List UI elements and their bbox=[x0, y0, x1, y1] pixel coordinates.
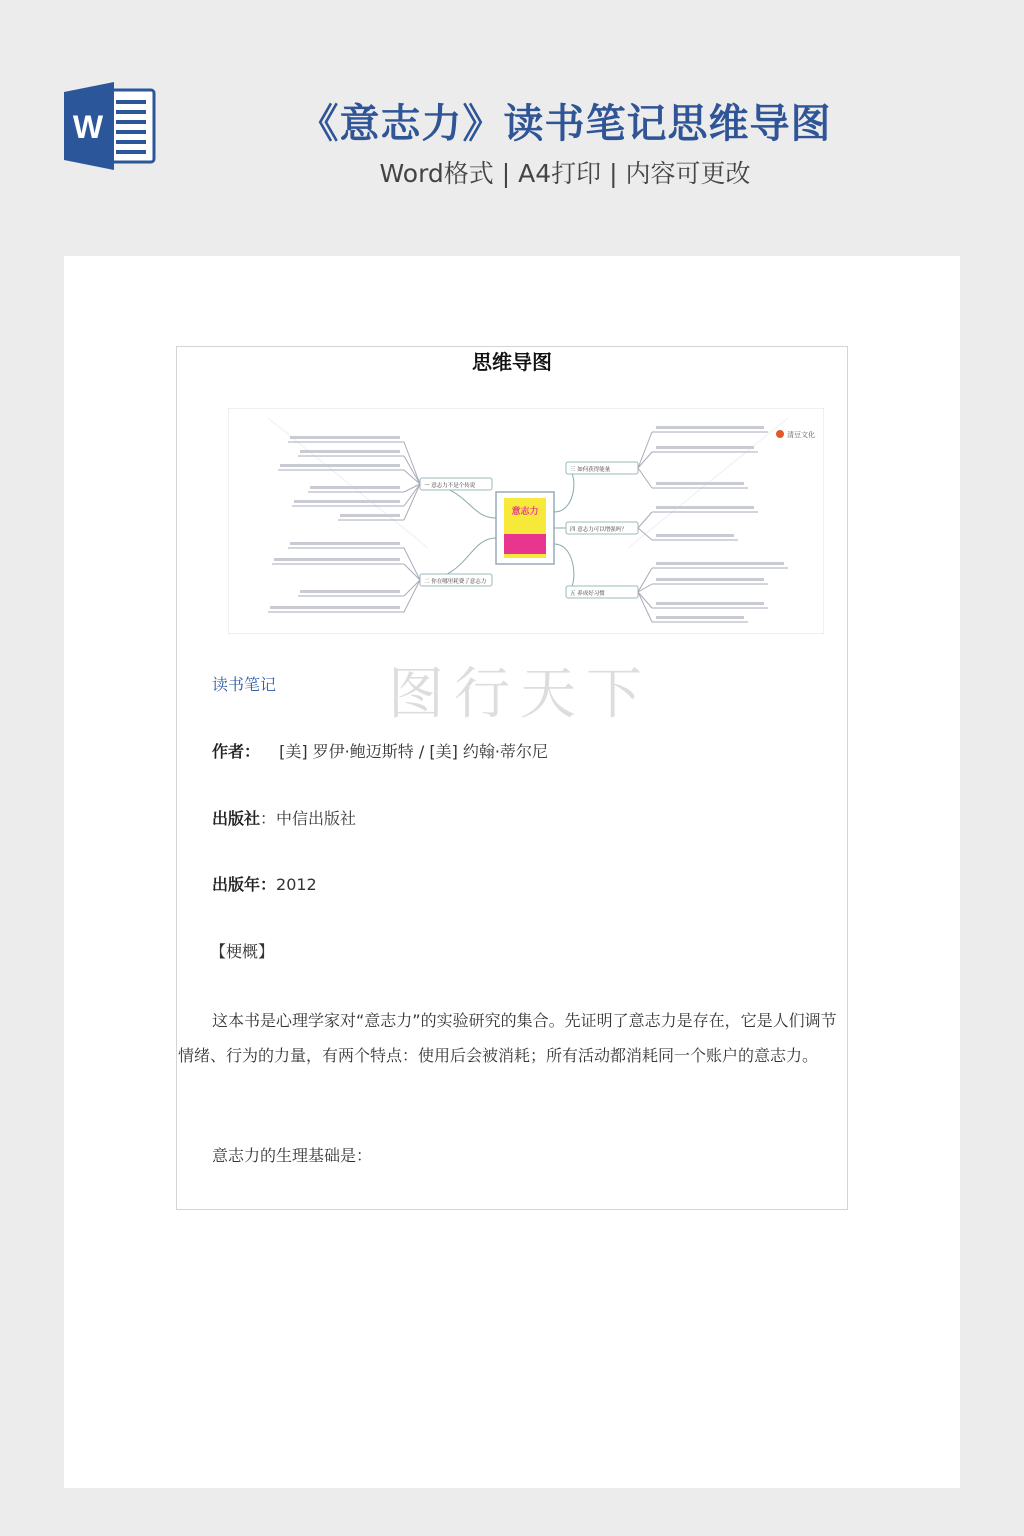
brand-text: 清豆文化 bbox=[787, 431, 815, 439]
word-icon bbox=[64, 82, 156, 170]
document-heading: 思维导图 bbox=[472, 350, 552, 374]
watermark: 图行天下 bbox=[388, 662, 652, 727]
summary-heading: 【梗概】 bbox=[210, 942, 275, 961]
brand-icon bbox=[776, 430, 784, 438]
section-title: 读书笔记 bbox=[212, 675, 277, 694]
mindmap-image bbox=[228, 408, 824, 634]
book-cover-title: 意志力 bbox=[511, 507, 539, 517]
mindmap-left-branch-1: 一 意志力不是个传说 bbox=[424, 483, 476, 489]
author-line bbox=[212, 739, 548, 762]
mindmap-right-branch-2: 四 意志力可以增强吗？ bbox=[570, 527, 627, 533]
mindmap-left-branch-2: 二 你在哪里耗费了意志力 bbox=[424, 579, 487, 585]
publisher-label: 出版社 bbox=[212, 809, 261, 828]
year-line bbox=[212, 872, 317, 895]
mindmap-right-branch-3: 五 养成好习惯 bbox=[570, 591, 605, 597]
mindmap-right-branch-1: 三 如何获得能量 bbox=[570, 467, 611, 473]
mindmap-center-node bbox=[496, 492, 554, 564]
year-label: 出版年： bbox=[212, 875, 277, 894]
summary-paragraph: 这本书是心理学家对“意志力”的实验研究的集合。先证明了意志力是存在，它是人们调节情绪、行为的力量，有两个特点：使用后会被消耗；所有活动都消耗同一个账户的意志力。 bbox=[178, 1011, 837, 1065]
logo-letter: W bbox=[72, 109, 104, 145]
publisher-line bbox=[212, 806, 356, 829]
page-subtitle: Word格式 | A4打印 | 内容可更改 bbox=[379, 159, 751, 188]
publisher-value: ：中信出版社 bbox=[260, 809, 357, 828]
page-title: 《意志力》读书笔记思维导图 bbox=[298, 101, 832, 147]
author-value: [美] 罗伊·鲍迈斯特 / [美] 约翰·蒂尔尼 bbox=[279, 742, 548, 761]
basis-paragraph: 意志力的生理基础是： bbox=[212, 1146, 373, 1165]
word-logo bbox=[64, 82, 156, 170]
author-label: 作者： bbox=[212, 742, 261, 761]
year-value: 2012 bbox=[276, 875, 317, 894]
